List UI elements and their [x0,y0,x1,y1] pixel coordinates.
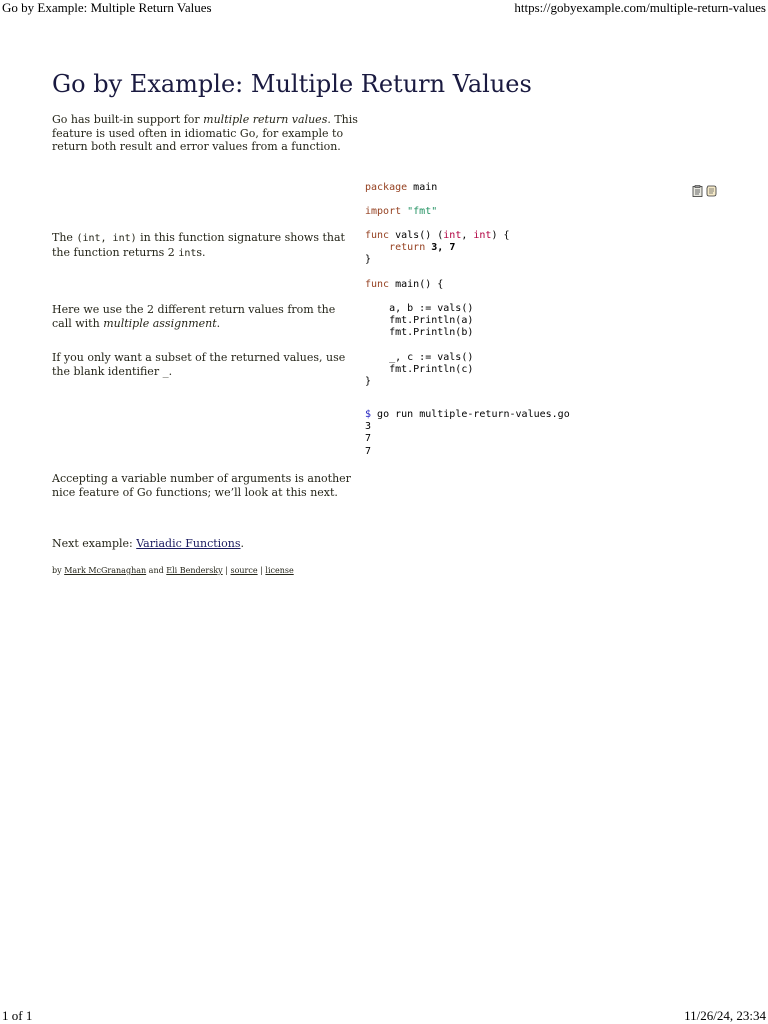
code-keyword: func [365,230,390,241]
code-type: int [473,230,492,241]
source-link[interactable]: source [230,566,258,575]
shell-output [365,409,570,458]
intro-text [52,113,358,154]
credits-separator: | [222,566,231,575]
print-footer [0,1008,768,1024]
intro-text-2: . This feature is used often in idiomatic Go, for example to return both result and error values from a function. [52,113,358,153]
code-import [365,206,437,218]
blank-identifier-code: _ [162,366,169,378]
blank-identifier-text-1: If you only want a subset of the returned values, use the blank identifier [52,351,346,378]
code-keyword: func [365,279,390,290]
code-text: } [365,376,372,388]
code-keyword: package [365,182,408,193]
assignment-text-2: . [216,316,221,330]
code-toolbar [692,182,717,194]
code-assignment [365,303,473,340]
intro-emphasis: multiple return values [203,113,328,126]
code-text: fmt.Println(c) [365,364,474,376]
signature-text-2: in this function signature shows that the function returns 2 [52,231,345,259]
print-header-title: Go by Example: Multiple Return Values [2,0,212,15]
page-title: Go by Example: Multiple Return Values [52,70,532,98]
code-keyword: return [389,242,426,254]
next-example-link[interactable]: Variadic Functions [136,537,241,550]
code-text: main() { [389,279,444,290]
code-text: ) { [491,230,510,241]
next-example-suffix: . [240,537,245,550]
code-text: fmt.Println(b) [365,327,474,339]
code-vals-func [365,230,510,267]
intro-text-1: Go has built-in support for [52,113,204,126]
code-package [365,182,437,194]
next-example [52,537,452,551]
shell-command: go run multiple-return-values.go [371,409,570,420]
code-keyword: import [365,206,402,217]
signature-text-1: The [52,231,77,244]
code-main-func [365,279,443,291]
next-example-prefix: Next example: [52,537,137,550]
code-number: 3 [431,242,438,254]
blank-identifier-text-2: . [168,364,173,378]
code-string: "fmt" [401,206,438,217]
assignment-text-1: Here we use the 2 different return values from the call with [52,303,336,330]
code-number: 7 [449,242,456,254]
print-footer-datetime: 11/26/24, 23:34 [684,1008,766,1023]
blank-identifier-text [52,351,358,379]
license-link[interactable]: license [265,566,294,575]
code-type: int [443,230,462,241]
signature-text-3: s. [196,245,206,259]
code-text: fmt.Println(a) [365,315,474,327]
credits-separator: | [257,566,266,575]
print-footer-page-count: 1 of 1 [2,1008,33,1023]
code-indent [365,242,389,253]
code-text: vals() ( [389,230,444,241]
author-link-mark[interactable]: Mark McGranaghan [64,566,147,575]
code-text: a, b := vals() [365,303,474,314]
run-icon[interactable] [706,182,717,194]
print-header-url: https://gobyexample.com/multiple-return-values [514,0,766,15]
print-header [0,0,768,16]
code-blank-identifier [365,352,473,389]
signature-code: (int, int) [76,233,137,244]
shell-output-line: 3 [365,421,372,433]
assignment-emphasis: multiple assignment [103,316,217,330]
copy-icon[interactable] [692,182,703,194]
author-link-eli[interactable]: Eli Bendersky [166,566,223,575]
credits-by: by [52,566,65,575]
shell-output-line: 7 [365,433,372,445]
credits [52,566,294,576]
shell-prompt: $ [365,409,372,420]
code-text: } [365,254,372,266]
signature-code-int: int [178,247,197,259]
code-text: , [461,230,474,241]
code-text: _, c := vals() [365,352,474,363]
code-text: main [407,182,438,193]
variadic-text: Accepting a variable number of arguments is another nice feature of Go functions; we’ll look at this next. [52,472,351,499]
assignment-text [52,303,358,330]
credits-and: and [146,566,167,575]
code-text: , [437,242,450,254]
signature-text [52,231,358,260]
shell-output-line: 7 [365,445,372,457]
